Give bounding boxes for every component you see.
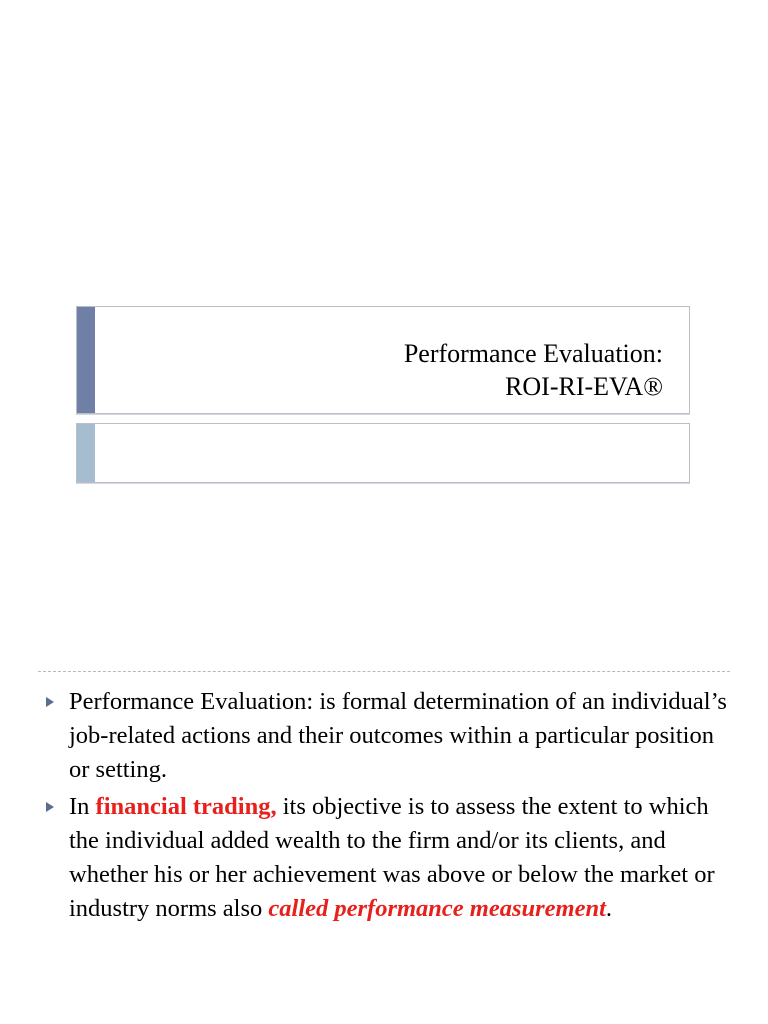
slide-title — [404, 337, 663, 403]
page-divider — [38, 671, 730, 672]
right-triangle-bullet-icon — [46, 697, 54, 707]
bullet-list — [46, 685, 736, 929]
subtitle-accent-bar — [77, 424, 95, 482]
right-triangle-bullet-icon — [46, 802, 54, 812]
highlight-financial-trading: financial trading, — [95, 793, 277, 820]
highlight-performance-measurement: called performance measurement — [268, 895, 606, 922]
slide-title-line-2: ROI-RI-EVA® — [505, 372, 663, 401]
title-box — [76, 306, 690, 414]
bullet-text: Performance Evaluation: is formal determination of an individual’s job-related actions and their outcomes within a particular position or setting. — [69, 688, 727, 783]
title-accent-bar — [77, 307, 95, 413]
bullet-item-definition — [46, 685, 736, 787]
bullet-text-middle: its objective is to assess the extent to which the individual added wealth to the firm and/or its clients, and whether his or her achievement was above or below the market or industry norms also — [69, 793, 715, 922]
bullet-item-financial-trading — [46, 790, 736, 926]
slide-title-line-1: Performance Evaluation: — [403, 339, 663, 368]
bullet-text-before: In — [69, 793, 96, 820]
bullet-text-after: . — [605, 895, 613, 922]
subtitle-box — [76, 423, 690, 483]
